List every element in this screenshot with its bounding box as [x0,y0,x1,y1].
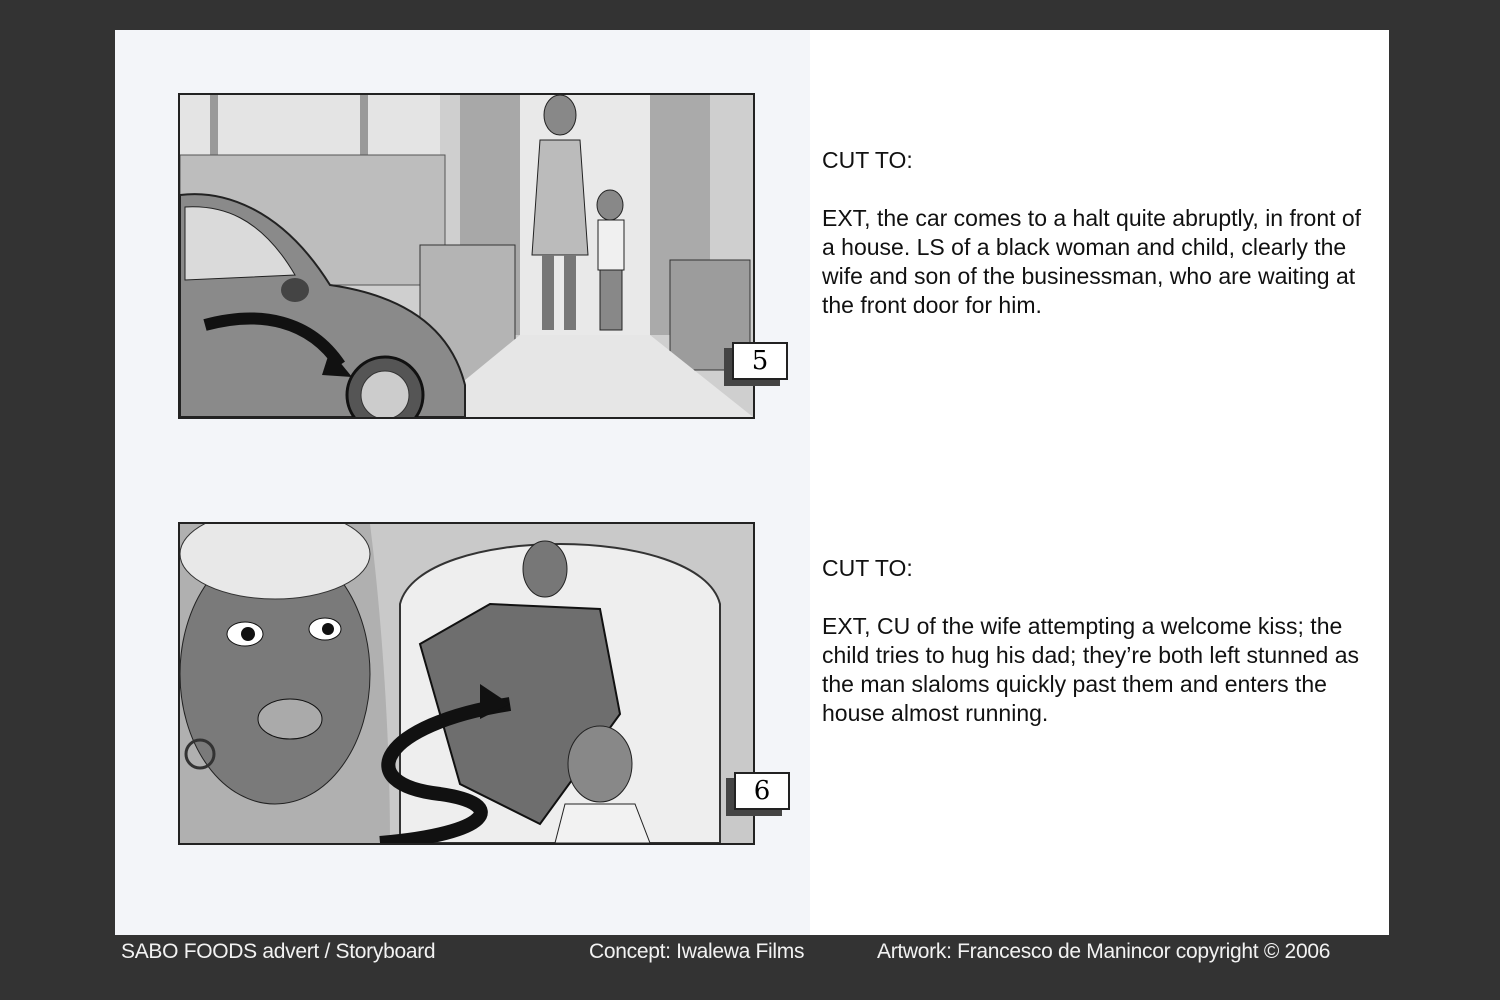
footer-title: SABO FOODS advert / Storyboard [121,940,436,963]
panel-6-illustration [180,524,753,843]
panel-5-text: EXT, the car comes to a halt quite abruptly, in front of a house. LS of a black woman and child, clearly the wife and son of the businessman, who are waiting at the front door for him. [822,205,1362,318]
storyboard-sheet [115,30,1389,935]
panel-6-text: EXT, CU of the wife attempting a welcome kiss; the child tries to hug his dad; they’re both left stunned as the man slaloms quickly past them and enters the house almost running. [822,613,1359,726]
artwork-area [115,30,810,935]
panel-5-heading: CUT TO: [822,147,913,173]
storyboard-panel-6 [178,522,755,845]
panel-number-5: 5 [732,342,788,380]
panel-6-description [822,554,1362,757]
panel-number-6: 6 [734,772,790,810]
footer-concept: Concept: Iwalewa Films [589,940,805,963]
footer-artwork-credit: Artwork: Francesco de Manincor copyright © 2006 [877,940,1331,963]
storyboard-panel-5 [178,93,755,419]
panel-5-illustration [180,95,753,417]
panel-5-description [822,146,1362,349]
panel-6-heading: CUT TO: [822,555,913,581]
